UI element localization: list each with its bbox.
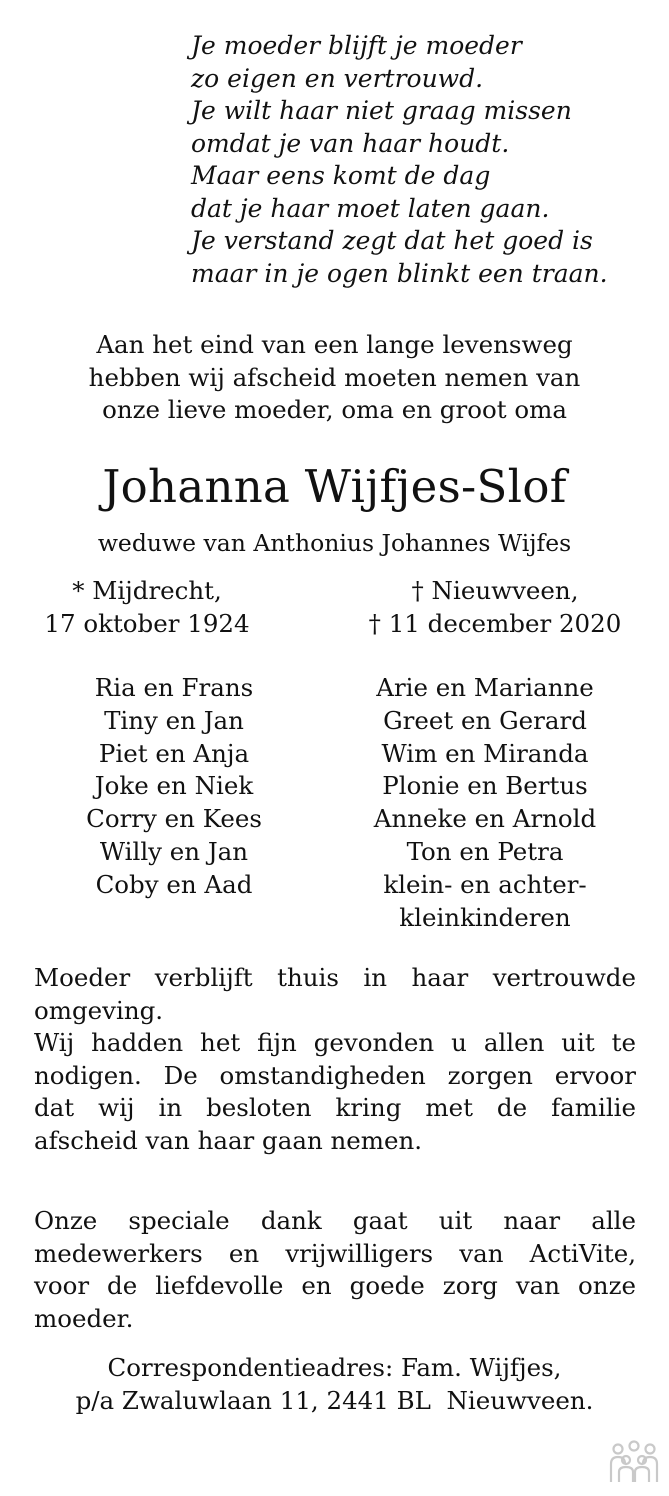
poem-line: omdat je van haar houdt. xyxy=(191,128,510,158)
family-member: Greet en Gerard xyxy=(383,705,587,735)
birth-place: * Mijdrecht, xyxy=(72,576,222,605)
family-member: klein- en achter- xyxy=(383,869,587,899)
poem-line: Je moeder blijft je moeder xyxy=(191,31,522,60)
death-date: † 11 december 2020 xyxy=(368,609,622,638)
birth-date: 17 oktober 1924 xyxy=(44,609,250,638)
paragraph-line: dat wij in besloten kring met de familie xyxy=(34,1093,636,1122)
poem-line: Maar eens komt de dag xyxy=(191,161,491,190)
family-list-right xyxy=(350,672,620,934)
poem-line: Je verstand zegt dat het goed is xyxy=(191,226,593,255)
family-member: Piet en Anja xyxy=(98,738,250,768)
paragraph-line: afscheid van haar gaan nemen. xyxy=(34,1125,423,1155)
paragraph-line: Onze speciale dank gaat uit naar alle xyxy=(34,1206,636,1235)
paragraph-line: voor de liefdevolle en goede zorg van onze xyxy=(34,1271,636,1300)
poem-line: zo eigen en vertrouwd. xyxy=(191,63,484,93)
family-member: kleinkinderen xyxy=(399,902,571,932)
family-member: Coby en Aad xyxy=(95,869,253,899)
family-member: Wim en Miranda xyxy=(381,738,589,768)
correspondence-line: Correspondentieadres: Fam. Wijfjes, xyxy=(107,1353,562,1382)
death-place: † Nieuwveen, xyxy=(411,576,579,605)
poem-line: Je wilt haar niet graag missen xyxy=(191,96,572,125)
family-list-left xyxy=(50,672,298,902)
paragraph-line: Moeder verblijft thuis in haar vertrouwde xyxy=(34,963,636,992)
family-member: Arie en Marianne xyxy=(376,673,594,702)
birth-info xyxy=(34,574,260,640)
death-info xyxy=(350,574,640,640)
family-member: Plonie en Bertus xyxy=(382,771,588,801)
family-member: Joke en Niek xyxy=(94,771,254,801)
deceased-name: Johanna Wijfjes-Slof xyxy=(102,460,567,513)
family-member: Ria en Frans xyxy=(94,673,254,702)
paragraph-home xyxy=(34,962,636,1027)
correspondence-line: p/a Zwaluwlaan 11, 2441 BL Nieuwveen. xyxy=(75,1385,594,1415)
poem-line: dat je haar moet laten gaan. xyxy=(191,193,550,223)
poem-line: maar in je ogen blinkt een traan. xyxy=(191,258,608,288)
family-member: Ton en Petra xyxy=(406,836,564,866)
paragraph-line: medewerkers en vrijwilligers van ActiVite, xyxy=(34,1238,636,1268)
paragraph-line: Wij hadden het fijn gevonden u allen uit te xyxy=(34,1028,636,1057)
intro-line: Aan het eind van een lange levensweg xyxy=(96,330,573,359)
correspondence-address xyxy=(0,1352,669,1417)
family-member: Corry en Kees xyxy=(86,804,262,834)
paragraph-thanks xyxy=(34,1205,636,1335)
widow-of-line: weduwe van Anthonius Johannes Wijfes xyxy=(97,529,572,557)
family-member: Tiny en Jan xyxy=(104,705,244,735)
family-member: Willy en Jan xyxy=(99,836,249,866)
paragraph-line: omgeving. xyxy=(34,995,164,1025)
poem xyxy=(191,30,608,290)
paragraph-line: nodigen. De omstandigheden zorgen ervoor xyxy=(34,1060,636,1090)
intro-line: hebben wij afscheid moeten nemen van xyxy=(88,362,581,392)
people-group-icon xyxy=(608,1440,660,1484)
intro-line: onze lieve moeder, oma en groot oma xyxy=(102,395,567,424)
paragraph-line: moeder. xyxy=(34,1303,134,1333)
family-member: Anneke en Arnold xyxy=(373,804,597,834)
paragraph-private-ceremony xyxy=(34,1027,636,1157)
intro-text xyxy=(0,329,669,427)
